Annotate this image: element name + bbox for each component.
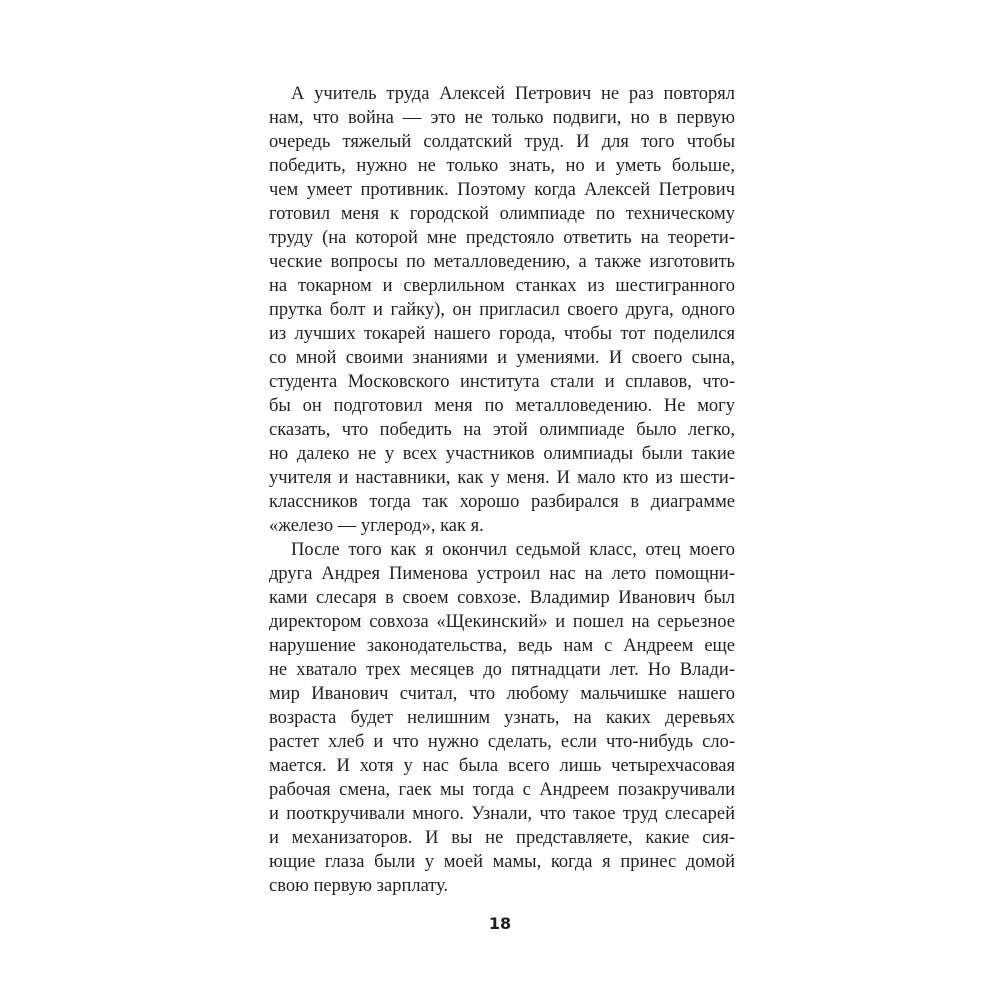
text-line: но далеко не у всех участников олимпиады были такие: [269, 444, 735, 464]
text-line: студента Московского института стали и сплавов, что-: [269, 372, 735, 392]
page-number: 18: [488, 914, 512, 933]
text-line: директором совхоза «Щекинский» и пошел на серьезное: [269, 612, 735, 632]
text-line: возраста будет нелишним узнать, на каких деревьях: [269, 708, 735, 728]
text-line: рабочая смена, гаек мы тогда с Андреем позакручивали: [269, 780, 735, 800]
text-line: не хватало трех месяцев до пятнадцати лет. Но Влади-: [269, 660, 735, 680]
text-line: свою первую зарплату.: [269, 876, 449, 896]
text-line: труду (на которой мне предстояло ответить на теорети-: [269, 228, 735, 248]
text-line: мается. И хотя у нас была всего лишь четырехчасовая: [269, 756, 735, 776]
text-line: классников тогда так хорошо разбирался в диаграмме: [269, 492, 735, 512]
text-line: готовил меня к городской олимпиаде по техническому: [269, 204, 735, 224]
text-line: нам, что война — это не только подвиги, но в первую: [269, 108, 735, 128]
text-line: чем умеет противник. Поэтому когда Алексей Петрович: [269, 180, 735, 200]
text-line: учителя и наставники, как у меня. И мало кто из шести-: [269, 468, 735, 488]
text-line: со мной своими знаниями и умениями. И своего сына,: [269, 348, 735, 368]
text-line: из лучших токарей нашего города, чтобы тот поделился: [269, 324, 735, 344]
text-line: друга Андрея Пименова устроил нас на лето помощни-: [269, 564, 735, 584]
text-line: растет хлеб и что нужно сделать, если что-нибудь сло-: [269, 732, 735, 752]
text-line: прутка болт и гайку), он пригласил своего друга, одного: [269, 300, 735, 320]
text-line: ками слесаря в своем совхозе. Владимир Иванович был: [269, 588, 735, 608]
text-line: ческие вопросы по металловедению, а также изготовить: [269, 252, 735, 272]
text-line: нарушение законодательства, ведь нам с Андреем еще: [269, 636, 735, 656]
text-line: очередь тяжелый солдатский труд. И для того чтобы: [269, 132, 735, 152]
text-line: А учитель труда Алексей Петрович не раз повторял: [291, 84, 735, 104]
text-line: и пооткручивали много. Узнали, что такое труд слесарей: [269, 804, 735, 824]
text-line: бы он подготовил меня по металловедению. Не могу: [269, 396, 735, 416]
text-line: на токарном и сверлильном станках из шестигранного: [269, 276, 735, 296]
text-line: сказать, что победить на этой олимпиаде было легко,: [269, 420, 735, 440]
text-line: победить, нужно не только знать, но и уметь больше,: [269, 156, 735, 176]
text-line: и механизаторов. И вы не представляете, какие сия-: [269, 828, 735, 848]
text-line: «железо — углерод», как я.: [269, 516, 484, 536]
text-line: ющие глаза были у моей мамы, когда я принес домой: [269, 852, 735, 872]
body-text: [269, 82, 735, 898]
text-line: После того как я окончил седьмой класс, отец моего: [291, 540, 735, 560]
text-line: мир Иванович считал, что любому мальчишке нашего: [269, 684, 735, 704]
